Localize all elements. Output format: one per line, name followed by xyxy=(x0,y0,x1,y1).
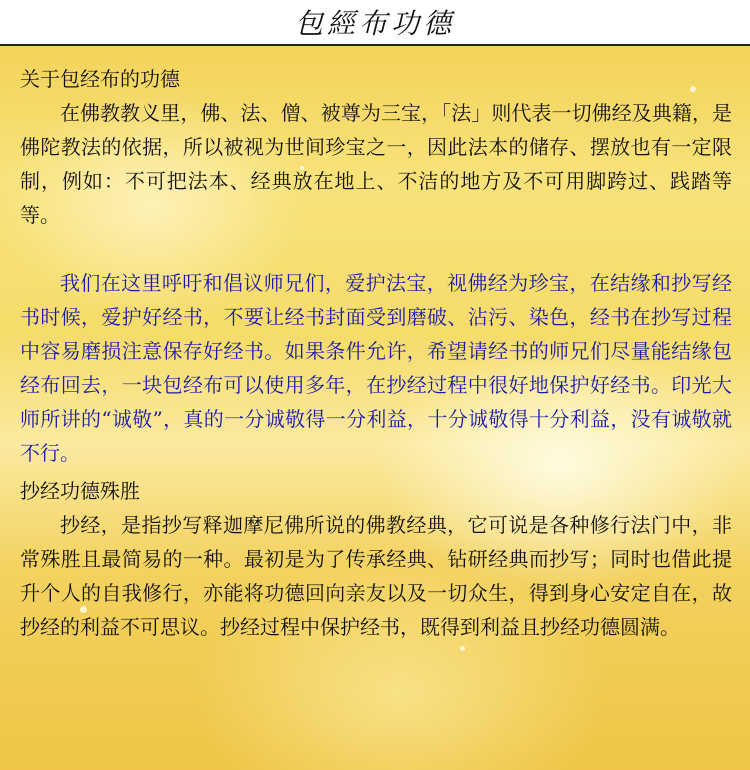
sparkle-decoration xyxy=(460,646,465,651)
paragraph-appeal-blue: 我们在这里呼吁和倡议师兄们，爱护法宝，视佛经为珍宝，在结缘和抄写经书时候，爱护好经书，不要让经书封面受到磨破、沾污、染色，经书在抄写过程中容易磨损注意保存好经书。如果条件允许，希望请经书的师兄们尽量能结缘包经布回去，一块包经布可以使用多年，在抄经过程中很好地保护好经书。印光大师所讲的“诚敬”，真的一分诚敬得一分利益，十分诚敬得十分利益，没有诚敬就不行。 xyxy=(20,271,732,465)
paragraph-sutra-copying: 抄经，是指抄写释迦摩尼佛所说的佛教经典，它可说是各种修行法门中，非常殊胜且最简易的一种。最初是为了传承经典、钻研经典而抄写；同时也借此提升个人的自我修行，亦能将功德回向亲友以及一切众生，得到身心安定自在，故抄经的利益不可思议。抄经过程中保护经书，既得到利益且抄经功德圆满。 xyxy=(20,513,732,639)
golden-background-panel xyxy=(0,46,750,770)
title-bar xyxy=(0,0,750,44)
article-body xyxy=(20,62,732,644)
section-heading-merit-of-wrapping-cloth: 关于包经布的功德 xyxy=(20,67,180,91)
page-title: 包經布功德 xyxy=(294,7,455,40)
section-heading-sutra-copying-merit: 抄经功德殊胜 xyxy=(20,479,140,503)
paragraph-three-jewels: 在佛教教义里，佛、法、僧、被尊为三宝，「法」则代表一切佛经及典籍，是佛陀教法的依据，所以被视为世间珍宝之一，因此法本的储存、摆放也有一定限制，例如：不可把法本、经典放在地上、不洁的地方及不可用脚跨过、践踏等等。 xyxy=(20,101,732,227)
